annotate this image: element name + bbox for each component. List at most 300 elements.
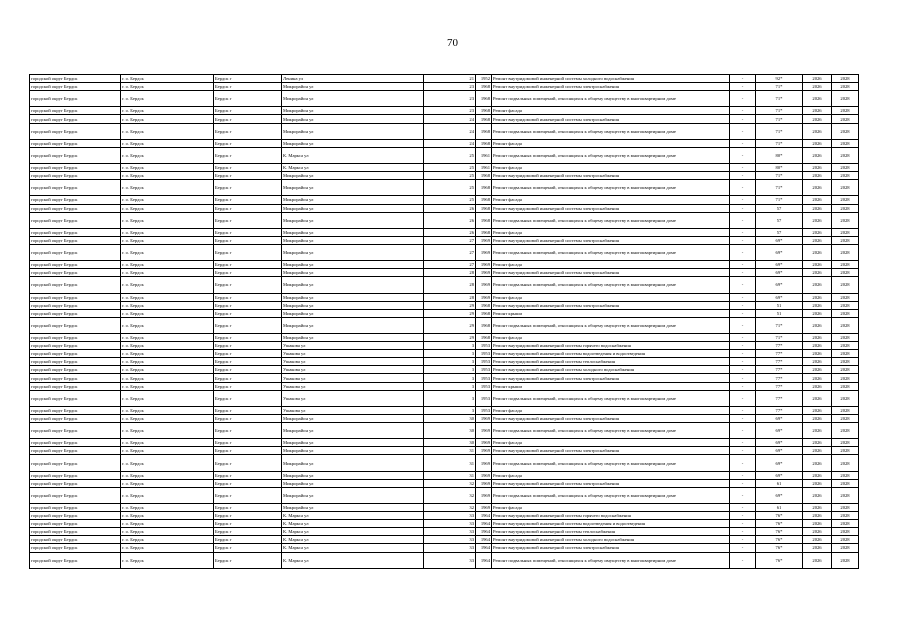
cell-year-from: 2026 [803,83,832,91]
cell-year-from: 2026 [803,350,832,358]
cell-year-from: 2026 [803,204,832,212]
cell-year-from: 2026 [803,123,832,139]
cell-settlement: г. о. Бердск [121,293,214,301]
cell-year: 1968 [476,180,492,196]
table-row [30,471,859,479]
cell-municipality: городской округ Бердск [30,528,121,536]
cell-year-from: 2026 [803,317,832,333]
cell-street: Микрорайон ул [282,317,424,333]
cell-dash: - [730,536,756,544]
cell-dash: - [730,334,756,342]
cell-settlement: г. о. Бердск [121,228,214,236]
cell-work: Ремонт внутридомовой инженерной системы электроснабжения [492,204,730,212]
cell-settlement: г. о. Бердск [121,269,214,277]
cell-settlement: г. о. Бердск [121,479,214,487]
cell-year-from: 2026 [803,439,832,447]
cell-price: 71* [756,123,803,139]
cell-price: 69* [756,487,803,503]
cell-price: 69* [756,455,803,471]
cell-city: Бердск г [214,439,282,447]
table-row [30,366,859,374]
cell-year: 1968 [476,204,492,212]
cell-dash: - [730,236,756,244]
cell-city: Бердск г [214,487,282,503]
cell-year-from: 2026 [803,236,832,244]
cell-municipality: городской округ Бердск [30,544,121,552]
cell-city: Бердск г [214,471,282,479]
cell-year: 1953 [476,390,492,406]
cell-city: Бердск г [214,512,282,520]
cell-year-to: 2028 [832,75,859,83]
cell-year: 1968 [476,309,492,317]
cell-year-to: 2028 [832,528,859,536]
cell-street: Микрорайон ул [282,423,424,439]
cell-price: 71* [756,83,803,91]
cell-year: 1961 [476,147,492,163]
cell-city: Бердск г [214,447,282,455]
cell-price: 71* [756,196,803,204]
cell-dash: - [730,115,756,123]
cell-year-from: 2026 [803,528,832,536]
cell-work: Ремонт подвальных помещений, относящихся к общему имуществу в многоквартирном доме [492,455,730,471]
cell-street: К. Маркса ул [282,528,424,536]
cell-house: 29 [424,309,476,317]
cell-work: Ремонт внутридомовой инженерной системы электроснабжения [492,269,730,277]
cell-municipality: городской округ Бердск [30,228,121,236]
cell-municipality: городской округ Бердск [30,147,121,163]
cell-price: 71* [756,91,803,107]
cell-settlement: г. о. Бердск [121,455,214,471]
cell-municipality: городской округ Бердск [30,552,121,568]
cell-year-to: 2028 [832,544,859,552]
cell-city: Бердск г [214,261,282,269]
cell-year: 1968 [476,172,492,180]
cell-settlement: г. о. Бердск [121,309,214,317]
cell-year: 1969 [476,487,492,503]
cell-street: Микрорайон ул [282,228,424,236]
cell-year: 1964 [476,512,492,520]
cell-city: Бердск г [214,374,282,382]
cell-settlement: г. о. Бердск [121,204,214,212]
cell-dash: - [730,479,756,487]
cell-settlement: г. о. Бердск [121,334,214,342]
cell-price: 69* [756,261,803,269]
table-row [30,75,859,83]
cell-settlement: г. о. Бердск [121,382,214,390]
cell-dash: - [730,406,756,414]
cell-work: Ремонт фасада [492,503,730,511]
cell-dash: - [730,423,756,439]
cell-year-to: 2028 [832,439,859,447]
cell-year-from: 2026 [803,487,832,503]
cell-city: Бердск г [214,479,282,487]
cell-municipality: городской округ Бердск [30,342,121,350]
cell-house: 29 [424,334,476,342]
cell-street: Микрорайон ул [282,107,424,115]
page-number: 70 [447,37,458,49]
table-row [30,228,859,236]
cell-work: Ремонт внутридомовой инженерной системы водоотведения и водоотведения [492,350,730,358]
table-row [30,172,859,180]
cell-settlement: г. о. Бердск [121,512,214,520]
table-row [30,342,859,350]
cell-dash: - [730,374,756,382]
cell-price: 77* [756,350,803,358]
cell-municipality: городской округ Бердск [30,277,121,293]
cell-year-from: 2026 [803,382,832,390]
cell-house: 33 [424,536,476,544]
cell-year-from: 2026 [803,139,832,147]
cell-year-to: 2028 [832,139,859,147]
cell-dash: - [730,552,756,568]
cell-year: 1968 [476,196,492,204]
cell-dash: - [730,342,756,350]
cell-year-from: 2026 [803,374,832,382]
cell-city: Бердск г [214,75,282,83]
cell-street: Ушакова ул [282,390,424,406]
cell-dash: - [730,139,756,147]
cell-settlement: г. о. Бердск [121,439,214,447]
cell-price: 77* [756,406,803,414]
cell-year-from: 2026 [803,503,832,511]
cell-street: К. Маркса ул [282,544,424,552]
cell-year-from: 2026 [803,455,832,471]
cell-year-from: 2026 [803,172,832,180]
cell-settlement: г. о. Бердск [121,374,214,382]
cell-year-to: 2028 [832,147,859,163]
cell-dash: - [730,107,756,115]
cell-settlement: г. о. Бердск [121,244,214,260]
cell-dash: - [730,164,756,172]
cell-municipality: городской округ Бердск [30,366,121,374]
cell-year: 1969 [476,293,492,301]
cell-work: Ремонт подвальных помещений, относящихся к общему имуществу в многоквартирном доме [492,147,730,163]
cell-year-from: 2026 [803,269,832,277]
cell-city: Бердск г [214,139,282,147]
cell-year: 1953 [476,358,492,366]
table-row [30,487,859,503]
cell-dash: - [730,180,756,196]
cell-year: 1968 [476,301,492,309]
cell-year: 1953 [476,406,492,414]
cell-price: 76* [756,544,803,552]
cell-year-from: 2026 [803,552,832,568]
cell-house: 24 [424,123,476,139]
cell-dash: - [730,204,756,212]
cell-price: 77* [756,366,803,374]
cell-price: 69* [756,244,803,260]
cell-dash: - [730,277,756,293]
cell-city: Бердск г [214,123,282,139]
cell-city: Бердск г [214,423,282,439]
cell-year-from: 2026 [803,447,832,455]
cell-year: 1964 [476,520,492,528]
cell-year-from: 2026 [803,309,832,317]
cell-house: 27 [424,261,476,269]
cell-year: 1968 [476,139,492,147]
table-row [30,236,859,244]
cell-dash: - [730,455,756,471]
table-row [30,390,859,406]
cell-street: К. Маркса ул [282,512,424,520]
cell-price: 76* [756,536,803,544]
cell-settlement: г. о. Бердск [121,358,214,366]
table-row [30,447,859,455]
cell-year-to: 2028 [832,350,859,358]
cell-municipality: городской округ Бердск [30,164,121,172]
cell-dash: - [730,147,756,163]
cell-dash: - [730,244,756,260]
cell-house: 31 [424,471,476,479]
cell-house: 27 [424,236,476,244]
cell-municipality: городской округ Бердск [30,487,121,503]
cell-dash: - [730,228,756,236]
cell-house: 3 [424,358,476,366]
cell-work: Ремонт внутридомовой инженерной системы электроснабжения [492,301,730,309]
cell-dash: - [730,75,756,83]
cell-city: Бердск г [214,544,282,552]
cell-municipality: городской округ Бердск [30,196,121,204]
cell-street: Микрорайон ул [282,301,424,309]
cell-price: 69* [756,414,803,422]
cell-work: Ремонт внутридомовой инженерной системы электроснабжения [492,479,730,487]
cell-settlement: г. о. Бердск [121,366,214,374]
cell-settlement: г. о. Бердск [121,390,214,406]
table-row [30,115,859,123]
cell-dash: - [730,544,756,552]
cell-municipality: городской округ Бердск [30,374,121,382]
table-row [30,83,859,91]
cell-municipality: городской округ Бердск [30,455,121,471]
cell-year-to: 2028 [832,115,859,123]
cell-year-to: 2028 [832,172,859,180]
cell-settlement: г. о. Бердск [121,139,214,147]
cell-street: Ленина ул [282,75,424,83]
cell-year: 1968 [476,228,492,236]
cell-municipality: городской округ Бердск [30,123,121,139]
cell-year: 1953 [476,366,492,374]
table-row [30,439,859,447]
cell-year-from: 2026 [803,180,832,196]
cell-house: 33 [424,544,476,552]
cell-price: 69* [756,471,803,479]
cell-year: 1968 [476,334,492,342]
cell-year-from: 2026 [803,390,832,406]
cell-work: Ремонт внутридомовой инженерной системы электроснабжения [492,447,730,455]
cell-dash: - [730,503,756,511]
cell-municipality: городской округ Бердск [30,471,121,479]
cell-year-to: 2028 [832,447,859,455]
cell-work: Ремонт фасада [492,107,730,115]
cell-city: Бердск г [214,107,282,115]
cell-year: 1968 [476,123,492,139]
cell-house: 33 [424,512,476,520]
table-row [30,374,859,382]
cell-settlement: г. о. Бердск [121,107,214,115]
cell-city: Бердск г [214,414,282,422]
cell-price: 69* [756,277,803,293]
table-row [30,147,859,163]
cell-settlement: г. о. Бердск [121,536,214,544]
cell-house: 3 [424,390,476,406]
cell-settlement: г. о. Бердск [121,520,214,528]
cell-year-to: 2028 [832,244,859,260]
cell-work: Ремонт фасада [492,439,730,447]
cell-year: 1964 [476,528,492,536]
cell-work: Ремонт внутридомовой инженерной системы электроснабжения [492,544,730,552]
cell-year-from: 2026 [803,164,832,172]
cell-year-to: 2028 [832,342,859,350]
table-row [30,528,859,536]
table-row [30,196,859,204]
table-row [30,244,859,260]
cell-street: Микрорайон ул [282,204,424,212]
cell-house: 23 [424,107,476,115]
cell-city: Бердск г [214,83,282,91]
cell-year-from: 2026 [803,423,832,439]
cell-year: 1969 [476,479,492,487]
cell-year-from: 2026 [803,244,832,260]
cell-price: 92* [756,75,803,83]
cell-work: Ремонт подвальных помещений, относящихся к общему имуществу в многоквартирном доме [492,180,730,196]
cell-price: 77* [756,374,803,382]
cell-house: 33 [424,528,476,536]
table-row [30,358,859,366]
cell-work: Ремонт подвальных помещений, относящихся к общему имуществу в многоквартирном доме [492,123,730,139]
cell-street: Микрорайон ул [282,172,424,180]
cell-year: 1969 [476,503,492,511]
cell-municipality: городской округ Бердск [30,317,121,333]
cell-year-from: 2026 [803,301,832,309]
cell-year: 1969 [476,277,492,293]
cell-year-to: 2028 [832,479,859,487]
cell-city: Бердск г [214,172,282,180]
cell-municipality: городской округ Бердск [30,115,121,123]
table-row [30,164,859,172]
table-row [30,277,859,293]
cell-municipality: городской округ Бердск [30,75,121,83]
cell-street: Микрорайон ул [282,115,424,123]
cell-year: 1968 [476,107,492,115]
cell-street: Микрорайон ул [282,196,424,204]
table-row [30,212,859,228]
cell-settlement: г. о. Бердск [121,123,214,139]
cell-price: 77* [756,390,803,406]
cell-year-to: 2028 [832,536,859,544]
cell-work: Ремонт подвальных помещений, относящихся к общему имуществу в многоквартирном доме [492,91,730,107]
cell-price: 71* [756,334,803,342]
cell-dash: - [730,390,756,406]
cell-municipality: городской округ Бердск [30,479,121,487]
cell-year: 1968 [476,212,492,228]
cell-year-to: 2028 [832,423,859,439]
cell-house: 31 [424,447,476,455]
cell-year-to: 2028 [832,390,859,406]
table-row [30,269,859,277]
cell-settlement: г. о. Бердск [121,83,214,91]
table-row [30,536,859,544]
cell-city: Бердск г [214,204,282,212]
cell-work: Ремонт крыши [492,309,730,317]
cell-street: Микрорайон ул [282,123,424,139]
cell-street: Ушакова ул [282,406,424,414]
cell-work: Ремонт подвальных помещений, относящихся к общему имуществу в многоквартирном доме [492,552,730,568]
cell-year-to: 2028 [832,374,859,382]
table-row [30,107,859,115]
cell-municipality: городской округ Бердск [30,107,121,115]
cell-street: Ушакова ул [282,366,424,374]
cell-work: Ремонт подвальных помещений, относящихся к общему имуществу в многоквартирном доме [492,212,730,228]
table-row [30,317,859,333]
table-row [30,414,859,422]
table-row [30,123,859,139]
cell-municipality: городской округ Бердск [30,382,121,390]
cell-year-to: 2028 [832,414,859,422]
cell-price: 71* [756,172,803,180]
cell-work: Ремонт внутридомовой инженерной системы теплоснабжения [492,528,730,536]
cell-year-from: 2026 [803,293,832,301]
cell-municipality: городской округ Бердск [30,520,121,528]
cell-price: 71* [756,317,803,333]
cell-house: 23 [424,83,476,91]
cell-municipality: городской округ Бердск [30,512,121,520]
cell-house: 3 [424,350,476,358]
cell-price: 57 [756,228,803,236]
cell-year-to: 2028 [832,212,859,228]
cell-year-from: 2026 [803,147,832,163]
cell-dash: - [730,471,756,479]
cell-municipality: городской округ Бердск [30,447,121,455]
cell-year-from: 2026 [803,277,832,293]
cell-settlement: г. о. Бердск [121,447,214,455]
cell-year-to: 2028 [832,277,859,293]
cell-work: Ремонт внутридомовой инженерной системы холодного водоснабжения [492,75,730,83]
table-row [30,455,859,471]
cell-settlement: г. о. Бердск [121,317,214,333]
cell-house: 3 [424,406,476,414]
cell-house: 25 [424,164,476,172]
cell-city: Бердск г [214,358,282,366]
cell-year: 1968 [476,91,492,107]
table-row [30,423,859,439]
cell-year-to: 2028 [832,358,859,366]
cell-work: Ремонт фасада [492,164,730,172]
cell-year-from: 2026 [803,75,832,83]
cell-year-from: 2026 [803,520,832,528]
cell-house: 30 [424,423,476,439]
cell-street: Микрорайон ул [282,447,424,455]
cell-street: Микрорайон ул [282,455,424,471]
cell-house: 3 [424,374,476,382]
cell-street: Микрорайон ул [282,293,424,301]
cell-year: 1969 [476,447,492,455]
table-row [30,139,859,147]
cell-house: 26 [424,212,476,228]
cell-year: 1969 [476,244,492,260]
cell-year: 1968 [476,83,492,91]
cell-year-to: 2028 [832,228,859,236]
cell-city: Бердск г [214,536,282,544]
cell-house: 29 [424,301,476,309]
cell-year-from: 2026 [803,471,832,479]
cell-street: Микрорайон ул [282,503,424,511]
cell-municipality: городской округ Бердск [30,139,121,147]
table-row [30,293,859,301]
table-row [30,334,859,342]
cell-work: Ремонт фасада [492,471,730,479]
cell-city: Бердск г [214,212,282,228]
cell-municipality: городской округ Бердск [30,236,121,244]
